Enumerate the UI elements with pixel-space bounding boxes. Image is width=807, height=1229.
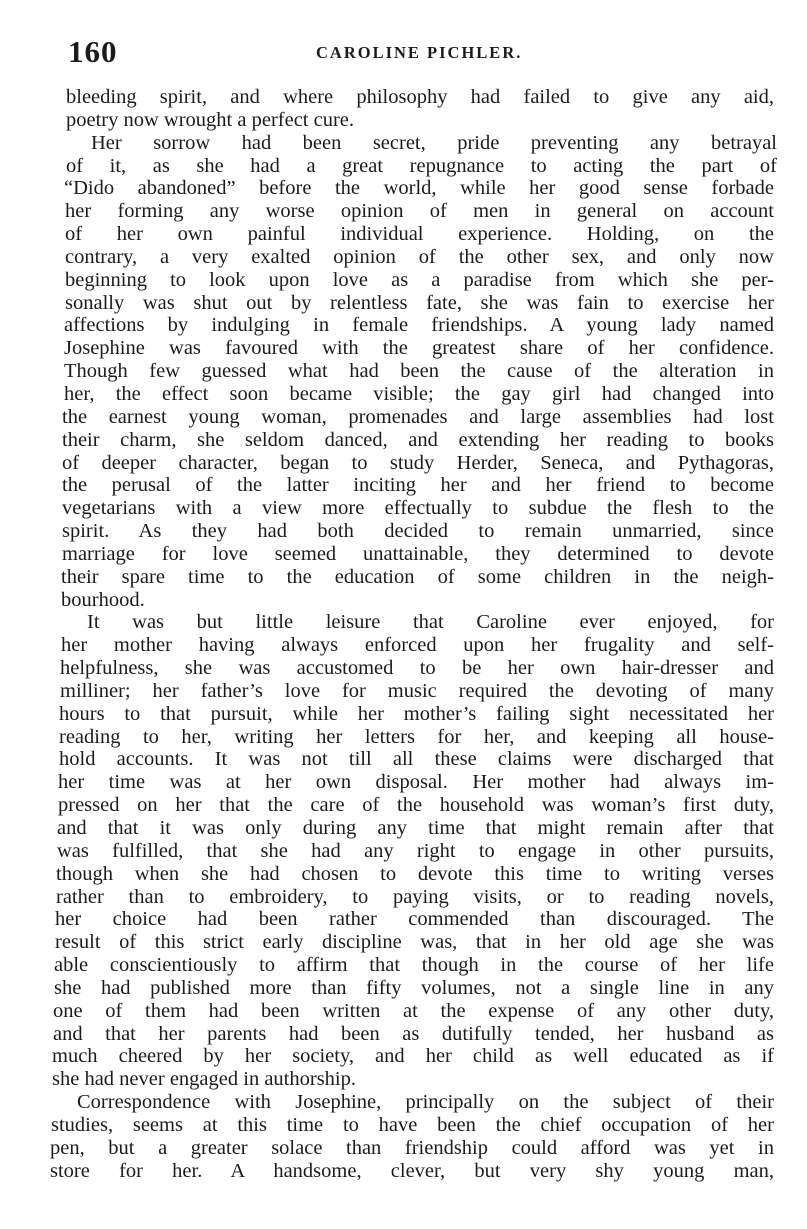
- text-line: bourhood.: [61, 588, 145, 611]
- text-line: bleeding spirit, and where philosophy had failed to give any aid,: [66, 86, 774, 108]
- text-line: marriage for love seemed unattainable, they determined to devote: [62, 542, 774, 565]
- text-line: much cheered by her society, and her child as well educated as if: [52, 1045, 774, 1068]
- page-header: [68, 32, 778, 72]
- text-line: contrary, a very exalted opinion of the other sex, and only now: [65, 245, 774, 268]
- text-line: her forming any worse opinion of men in general on account: [65, 200, 774, 223]
- text-line: vegetarians with a view more effectually to subdue the flesh to the: [62, 497, 774, 520]
- text-line: milliner; her father’s love for music required the devoting of many: [60, 679, 774, 702]
- text-line: result of this strict early discipline was, that in her old age she was: [55, 931, 774, 954]
- text-line: their spare time to the education of some children in the neigh-: [61, 565, 774, 588]
- text-line: spirit. As they had both decided to remain unmarried, since: [62, 520, 774, 543]
- text-line: rather than to embroidery, to paying visits, or to reading novels,: [56, 885, 774, 908]
- text-line: though when she had chosen to devote this time to writing verses: [56, 862, 774, 885]
- text-line: she had published more than fifty volumes, not a single line in any: [54, 976, 774, 999]
- text-line: her choice had been rather commended than discouraged. The: [55, 908, 774, 931]
- text-line: studies, seems at this time to have been the chief occupation of her: [51, 1113, 774, 1136]
- text-line: affections by indulging in female friendships. A young lady named: [64, 314, 774, 337]
- text-line: of deeper character, began to study Herder, Seneca, and Pythagoras,: [62, 451, 774, 474]
- body-text: [50, 86, 777, 1183]
- text-line: store for her. A handsome, clever, but very shy young man,: [50, 1159, 774, 1182]
- text-line: Correspondence with Josephine, principally on the subject of their: [77, 1091, 774, 1114]
- text-line: her, the effect soon became visible; the gay girl had changed into: [64, 382, 774, 405]
- text-line: pressed on her that the care of the household was woman’s first duty,: [58, 794, 774, 817]
- text-line: Josephine was favoured with the greatest share of her confidence.: [64, 337, 774, 360]
- text-line: able conscientiously to affirm that though in the course of her life: [54, 954, 774, 977]
- text-line: was fulfilled, that she had any right to engage in other pursuits,: [57, 839, 774, 862]
- text-line: Though few guessed what had been the cause of the alteration in: [64, 360, 774, 383]
- text-line: poetry now wrought a perfect cure.: [66, 108, 355, 131]
- text-line: Her sorrow had been secret, pride preventing any betrayal: [91, 131, 777, 154]
- text-line: pen, but a greater solace than friendship could afford was yet in: [50, 1136, 774, 1159]
- text-line: beginning to look upon love as a paradise from which she per-: [65, 268, 774, 291]
- text-line: sonally was shut out by relentless fate, she was fain to exercise her: [65, 291, 774, 314]
- text-line: “Dido abandoned” before the world, while her good sense forbade: [64, 177, 774, 200]
- text-line: one of them had been written at the expense of any other duty,: [53, 999, 774, 1022]
- text-line: their charm, she seldom danced, and extending her reading to books: [62, 428, 774, 451]
- text-line: the perusal of the latter inciting her and her friend to become: [62, 474, 774, 497]
- text-line: she had never engaged in authorship.: [52, 1068, 356, 1091]
- text-line: and that her parents had been as dutifully tended, her husband as: [53, 1022, 774, 1045]
- text-line: It was but little leisure that Caroline ever enjoyed, for: [87, 611, 774, 634]
- text-line: of her own painful individual experience. Holding, on the: [65, 223, 774, 246]
- text-line: her mother having always enforced upon her frugality and self-: [61, 634, 774, 657]
- running-title: CAROLINE PICHLER.: [316, 43, 523, 62]
- text-line: the earnest young woman, promenades and large assemblies had lost: [62, 405, 774, 428]
- page-number: 160: [68, 34, 118, 69]
- text-line: helpfulness, she was accustomed to be her own hair-dresser and: [60, 657, 774, 680]
- text-line: of it, as she had a great repugnance to acting the part of: [66, 154, 777, 177]
- text-line: reading to her, writing her letters for her, and keeping all house-: [59, 725, 774, 748]
- text-line: and that it was only during any time that might remain after that: [57, 817, 774, 839]
- text-line: hours to that pursuit, while her mother’s failing sight necessitated her: [59, 702, 774, 725]
- text-line: hold accounts. It was not till all these claims were discharged that: [59, 748, 774, 771]
- text-line: her time was at her own disposal. Her mother had always im-: [58, 771, 774, 794]
